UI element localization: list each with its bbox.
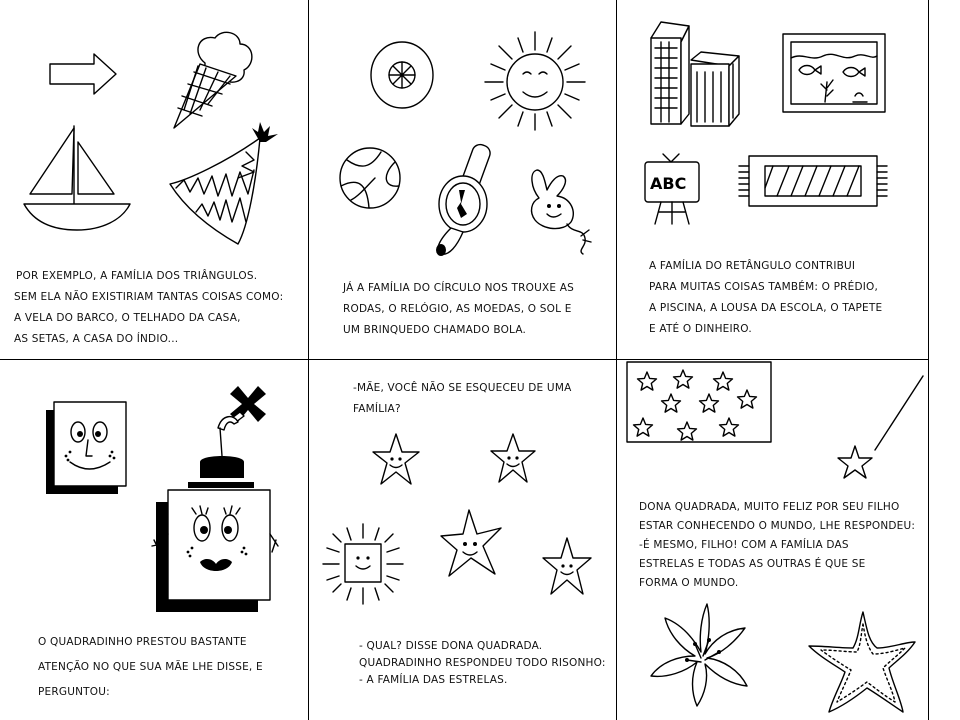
wheel-icon	[369, 40, 439, 110]
text-line: AS SETAS, A CASA DO ÍNDIO...	[14, 333, 179, 345]
flag-star-icon	[678, 422, 697, 440]
flag-star-icon	[738, 390, 757, 408]
arrow-icon	[48, 52, 120, 96]
dialogue-question	[353, 378, 571, 420]
ice-cream-cone-icon	[160, 28, 260, 133]
text-line: -É MESMO, FILHO! COM A FAMÍLIA DAS	[639, 539, 849, 551]
shining-star-square-character	[321, 520, 405, 606]
star-character	[439, 508, 503, 580]
school-board-icon	[641, 146, 703, 226]
star-character	[541, 536, 593, 598]
text-line: RODAS, O RELÓGIO, AS MOEDAS, O SOL E	[343, 303, 572, 315]
text-line: E ATÉ O DINHEIRO.	[649, 323, 752, 335]
flag-star-icon	[674, 370, 693, 388]
flag-star-icon	[714, 372, 733, 390]
text-line: ESTAR CONHECENDO O MUNDO, LHE RESPONDEU:	[639, 520, 916, 532]
buildings-icon	[647, 18, 747, 130]
square-mother-character	[148, 384, 278, 612]
dialogue-answer	[359, 638, 606, 689]
panel-star-family	[308, 359, 617, 720]
text-line: DONA QUADRADA, MUITO FELIZ POR SEU FILHO	[639, 501, 900, 513]
text-line: ESTRELAS E TODAS AS OUTRAS É QUE SE	[639, 558, 866, 570]
flag-star-icon	[638, 372, 657, 390]
aquarium-frame-icon	[781, 32, 887, 114]
panel-text	[14, 266, 283, 350]
text-line: PERGUNTOU:	[38, 686, 110, 698]
text-line: UM BRINQUEDO CHAMADO BOLA.	[343, 324, 527, 336]
text-line: PARA MUITAS COISAS TAMBÉM: O PRÉDIO,	[649, 281, 879, 293]
panel-rectangles	[616, 0, 929, 360]
panel-text	[38, 632, 263, 703]
panel-text	[343, 278, 574, 341]
panel-triangles	[0, 0, 309, 360]
panel-text	[649, 256, 882, 340]
wristwatch-icon	[427, 142, 503, 262]
text-line: - A FAMÍLIA DAS ESTRELAS.	[359, 674, 508, 686]
magic-wand-star-icon	[835, 374, 927, 478]
stars-flag-icon	[625, 360, 775, 444]
flag-star-icon	[662, 394, 681, 412]
text-line: ATENÇÃO NO QUE SUA MÃE LHE DISSE, E	[38, 661, 263, 673]
square-son-character	[44, 400, 130, 496]
text-line: A VELA DO BARCO, O TELHADO DA CASA,	[14, 312, 241, 324]
text-line: JÁ A FAMÍLIA DO CÍRCULO NOS TROUXE AS	[343, 282, 575, 294]
star-character	[489, 432, 537, 488]
text-line: FAMÍLIA?	[353, 403, 401, 415]
lily-flower-icon	[647, 600, 757, 710]
panel-quadradinho	[0, 359, 309, 720]
starfish-icon	[807, 608, 917, 714]
text-line: -MÃE, VOCÊ NÃO SE ESQUECEU DE UMA	[353, 382, 572, 394]
balloon-bunny-icon	[523, 168, 603, 254]
text-line: O QUADRADINHO PRESTOU BASTANTE	[38, 636, 247, 648]
flag-star-icon	[634, 418, 653, 436]
panel-circles	[308, 0, 617, 360]
text-line: FORMA O MUNDO.	[639, 577, 739, 589]
rug-icon	[737, 152, 889, 212]
text-line: - QUAL? DISSE DONA QUADRADA.	[359, 640, 543, 652]
text-line: QUADRADINHO RESPONDEU TODO RISONHO:	[359, 657, 606, 669]
panel-text	[639, 498, 915, 593]
panel-world	[616, 359, 929, 720]
text-line: A PISCINA, A LOUSA DA ESCOLA, O TAPETE	[649, 302, 883, 314]
board-label: ABC	[650, 174, 687, 193]
flag-star-icon	[700, 394, 719, 412]
flag-star-icon	[720, 418, 739, 436]
sun-icon	[485, 30, 585, 130]
text-line: POR EXEMPLO, A FAMÍLIA DOS TRIÂNGULOS.	[16, 270, 258, 282]
ball-icon	[337, 146, 403, 210]
sailboat-icon	[22, 124, 132, 236]
text-line: A FAMÍLIA DO RETÂNGULO CONTRIBUI	[649, 260, 856, 272]
star-character	[371, 432, 421, 490]
party-hat-icon	[166, 122, 296, 252]
text-line: SEM ELA NÃO EXISTIRIAM TANTAS COISAS COMO:	[14, 291, 284, 303]
